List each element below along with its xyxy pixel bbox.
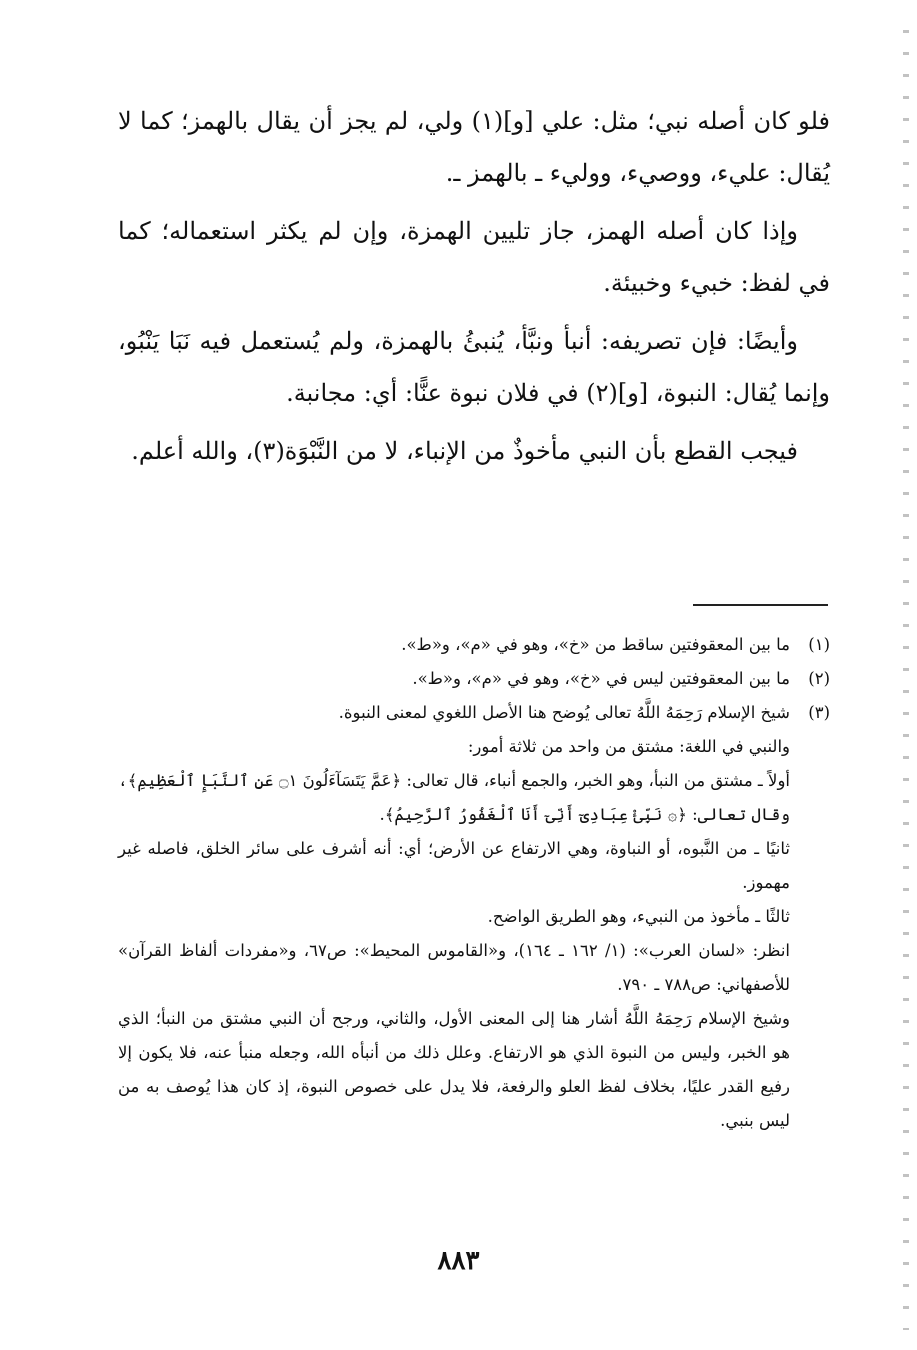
footnotes [118,628,830,1138]
footnote [118,662,830,696]
footnote-paragraph: أولاً ـ مشتق من النبأ، وهو الخبر، والجمع أنباء، قال تعالى: ﴿عَمَّ يَتَسَآءَلُونَ ۝١ عَنِ ٱلنَّبَإِ ٱلْعَظِيمِ﴾، وقال تعالى: ﴿۞ نَبِّئْ عِبَادِىٓ أَنِّىٓ أَنَا ٱلْغَفُورُ ٱلرَّحِيمُ﴾. [118,771,790,824]
main-paragraph: وأيضًا: فإن تصريفه: أنبأ ونبَّأ، يُنبئُ بالهمزة، ولم يُستعمل فيه نَبَا يَنْبُو، وإنما يُقال: النبوة، [و](٢) في فلان نبوة عنًّا: أي: مجانبة. [118,327,830,407]
page-edge-marks [903,30,909,1330]
footnote-separator [693,604,828,606]
footnote-paragraph: ما بين المعقوفتين ساقط من «خ»، وهو في «م»، و«ط». [401,635,790,654]
footnote-paragraph: ثانيًا ـ من النَّبوه، أو النباوة، وهي الارتفاع عن الأرض؛ أي: أنه أشرف على سائر الخلق، فاصله غير مهموز. [118,839,790,892]
footnote-paragraph: وشيخ الإسلام رَحِمَهُ اللَّهُ أشار هنا إلى المعنى الأول، والثاني، ورجح أن النبي مشتق من النبأ؛ الذي هو الخبر، وليس من النبوة الذي هو الارتفاع. وعلل ذلك من أنبأه الله، وجعله منبأ عنه، فلا يكون إلا رفيع القدر عليًا، بخلاف لفظ العلو والرفعة، فلا يدل على خصوص النبوة، إذ كان هذا يُوصف به من ليس بنبي. [118,1009,790,1130]
page-number: ٨٨٣ [437,1246,480,1276]
footnote-paragraph: والنبي في اللغة: مشتق من واحد من ثلاثة أمور: [467,737,790,756]
main-text [118,95,830,477]
footnote-paragraph: ما بين المعقوفتين ليس في «خ»، وهو في «م»، و«ط». [412,669,790,688]
footnote-paragraph: ثالثًا ـ مأخوذ من النبيء، وهو الطريق الواضح. [487,907,790,926]
footnote-body [118,662,790,696]
footnote [118,696,830,1138]
footnote-number: (١) [808,635,830,654]
footnote-number: (٢) [808,669,830,688]
footnote-body [118,628,790,662]
footnote-paragraph: شيخ الإسلام رَحِمَهُ اللَّهُ تعالى يُوضح هنا الأصل اللغوي لمعنى النبوة. [338,703,790,722]
main-paragraph: فلو كان أصله نبي؛ مثل: علي [و](١) ولي، لم يجز أن يقال بالهمز؛ كما لا يُقال: عليء، ووصيء، ووليء ـ بالهمز ـ. [118,107,830,187]
main-paragraph: فيجب القطع بأن النبي مأخوذٌ من الإنباء، لا من النَّبْوَة(٣)، والله أعلم. [131,437,798,465]
main-paragraph: وإذا كان أصله الهمز، جاز تليين الهمزة، وإن لم يكثر استعماله؛ كما في لفظ: خبيء وخبيئة. [118,217,830,297]
footnote-body [118,696,790,1138]
footnote [118,628,830,662]
footnote-paragraph: انظر: «لسان العرب»: (١/ ١٦٢ ـ ١٦٤)، و«القاموس المحيط»: ص٦٧، و«مفردات ألفاظ القرآن» للأصفهاني: ص٧٨٨ ـ ٧٩٠. [118,941,790,994]
footnote-number: (٣) [808,703,830,722]
